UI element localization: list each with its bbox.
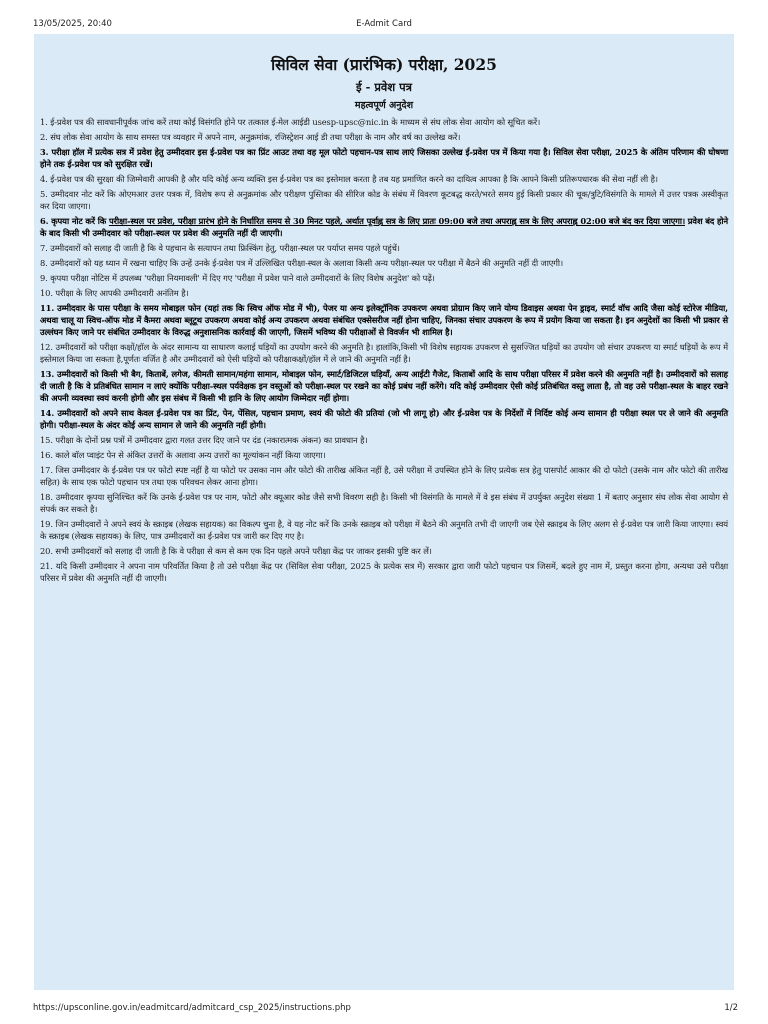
print-datetime: 13/05/2025, 20:40	[33, 19, 112, 29]
instruction-item: 7. उम्मीदवारों को सलाह दी जाती है कि वे पहचान के सत्यापन तथा फ्रिस्किंग हेतु, परीक्षा-स्थल पर पर्याप्त समय पहले पहुंचें।	[40, 243, 400, 253]
page-number: 1/2	[724, 1003, 738, 1013]
instruction-text-underlined: परीक्षा-स्थल पर प्रवेश, परीक्षा प्रारंभ होने के निर्धारित समय से 30 मिनट पहले, अर्थात पूर्वाह्न सत्र के लिए प्रातः 09:00 बजे तथा अपराह्न सत्र के लिए अपराह्न 02:00 बजे बंद कर दिया जाएगा।	[108, 216, 685, 226]
admit-card-instructions-sheet	[34, 34, 734, 990]
instruction-item: 15. परीक्षा के दोनों प्रश्न पत्रों में उम्मीदवार द्वारा गलत उत्तर दिए जाने पर दंड (नकारात्मक अंकन) का प्रावधान है।	[40, 435, 368, 445]
instructions-heading: महत्वपूर्ण अनुदेश	[354, 100, 414, 111]
print-header	[0, 0, 768, 30]
instruction-item: 2. संघ लोक सेवा आयोग के साथ समस्त पत्र व्यवहार में अपने नाम, अनुक्रमांक, रजिस्ट्रेशन आई डी तथा परीक्षा के नाम और वर्ष का उल्लेख करें।	[40, 132, 461, 142]
print-title: E-Admit Card	[356, 19, 412, 29]
instruction-item: 8. उम्मीदवारों को यह ध्यान में रखना चाहिए कि उन्हें उनके ई-प्रवेश पत्र में उल्लिखित परीक्षा-स्थल के अलावा किसी अन्य परीक्षा-स्थल पर परीक्षा में बैठने की अनुमति नहीं दी जाएगी।	[40, 258, 564, 268]
instruction-item: 3. परीक्षा हॉल में प्रत्येक सत्र में प्रवेश हेतु उम्मीदवार इस ई-प्रवेश पत्र का प्रिंट आउट तथा वह मूल फोटो पहचान-पत्र साथ लाएं जिसका उल्लेख ई-प्रवेश पत्र में किया गया है। सिविल सेवा परीक्षा, 2025 के अंतिम परिणाम की घोषणा होने तक ई-प्रवेश पत्र को सुरक्षित रखें।	[40, 147, 728, 169]
instruction-item: 12. उम्मीदवारों को परीक्षा कक्षों/हॉल के अंदर सामान्य या साधारण कलाई घड़ियों का उपयोग करने की अनुमति है। हालांकि,किसी भी विशेष सहायक उपकरण से सुसज्जित घड़ियों का उपयोग जो संचार उपकरण या स्मार्ट घड़ियों के रूप में इस्तेमाल किया जा सकता है,पूर्णतः वर्जित है और उम्मीदवारों को ऐसी घड़ियों को परीक्षाकक्षों/हॉल में ले जाने की अनुमति नहीं है।	[40, 342, 728, 364]
instruction-item: 18. उम्मीदवार कृपया सुनिश्चित करें कि उनके ई-प्रवेश पत्र पर नाम, फोटो और क्यूआर कोड जैसे सभी विवरण सही है। किसी भी विसंगति के मामले में वे इस संबंध में उपर्युक्त अनुदेश संख्या 1 में बताए अनुसार संघ लोक सेवा आयोग से संपर्क कर सकते है।	[40, 492, 728, 514]
instruction-text-post: प्रवेश बंद होने के बाद किसी भी उम्मीदवार को परीक्षा-स्थल पर प्रवेश की अनुमति नहीं दी जाएगी।	[40, 216, 728, 238]
instruction-item: 11. उम्मीदवार के पास परीक्षा के समय मोबाइल फोन (यहां तक कि स्विच ऑफ मोड में भी), पेजर या अन्य इलेक्ट्रॉनिक उपकरण अथवा प्रोग्राम किए जाने योग्य डिवाइस अथवा पेन ड्राइव, स्मार्ट वॉच आदि जैसा कोई स्टोरेज मीडिया, अथवा चालू या स्विच-ऑफ मोड में कैमरा अथवा ब्लूटूथ उपकरण अथवा कोई अन्य उपकरण अथवा संबंधित एक्सेसरीज नहीं होना चाहिए, जिनका संचार उपकरण के रूप में प्रयोग किया जा सकता है। इन अनुदेशों का किसी भी प्रकार से उल्लंघन किए जाने पर संबंधित उम्मीदवार के विरुद्ध अनुशासनिक कार्रवाई की जाएगी, जिसमें भविष्य की परीक्षाओं से विवर्जन भी शामिल है।	[40, 303, 728, 337]
instruction-item: 14. उम्मीदवारों को अपने साथ केवल ई-प्रवेश पत्र का प्रिंट, पेन, पेंसिल, पहचान प्रमाण, स्वयं की फोटो की प्रतियां (जो भी लागू हो) और ई-प्रवेश पत्र के निर्देशों में निर्दिष्ट कोई अन्य सामान ही परीक्षा स्थल पर ले जाने की अनुमति होगी। परीक्षा-स्थल के अंदर कोई अन्य सामान ले जाने की अनुमति नहीं होगी।	[40, 408, 728, 430]
instruction-item: 10. परीक्षा के लिए आपकी उम्मीदवारी अनंतिम है।	[40, 288, 189, 298]
instruction-text-pre: 6. कृपया नोट करें कि	[40, 216, 109, 226]
instruction-item: 9. कृपया परीक्षा नोटिस में उपलब्ध 'परीक्षा नियमावली' में दिए गए 'परीक्षा में प्रवेश पाने वाले उम्मीदवारों के लिए विशेष अनुदेश' को पढ़ें।	[40, 273, 435, 283]
instruction-item: 19. जिन उम्मीदवारों ने अपने स्वयं के स्क्राइब (लेखक सहायक) का विकल्प चुना है, वे यह नोट करें कि उनके स्क्राइब को परीक्षा में बैठने की अनुमति तभी दी जाएगी जब ऐसे स्क्राइब के लिए अलग से ई-प्रवेश पत्र जारी किया जाएगा। स्वयं के स्क्राइब (लेखक सहायक) के लिए, पात्र उम्मीदवारों का ई-प्रवेश पत्र जारी कर दिए गए है।	[40, 519, 728, 541]
instructions-list	[40, 116, 728, 584]
instruction-item: 16. काले बॉल प्वाइंट पेन से अंकित उत्तरों के अलावा अन्य उत्तरों का मूल्यांकन नहीं किया जाएगा।	[40, 450, 326, 460]
page-url: https://upsconline.gov.in/eadmitcard/admitcard_csp_2025/instructions.php	[33, 1003, 351, 1013]
instruction-item: 4. ई-प्रवेश पत्र की सुरक्षा की जिम्मेवारी आपकी है और यदि कोई अन्य व्यक्ति इस ई-प्रवेश पत्र का इस्तेमाल करता है तब यह प्रमाणित करने का दायित्व आपका है कि आपने किसी प्रतिरूपधारक की सेवा नहीं ली है।	[40, 174, 658, 184]
instruction-item: 5. उम्मीदवार नोट करें कि ओएमआर उत्तर पत्रक में, विशेष रूप से अनुक्रमांक और परीक्षण पुस्तिका की सीरिज कोड के संबंध में विवरण कूटबद्ध करते/भरते समय हुई किसी प्रकार की चूक/त्रुटि/विसंगति के मामले में उत्तर पत्रक अस्वीकृत कर दिया जाएगा।	[40, 189, 728, 211]
instruction-item: 21. यदि किसी उम्मीदवार ने अपना नाम परिवर्तित किया है तो उसे परीक्षा केंद्र पर (सिविल सेवा परीक्षा, 2025 के प्रत्येक सत्र में) सरकार द्वारा जारी फोटो पहचान पत्र जिसमें, बदले हुए नाम में, प्रस्तुत करना होगा, अन्यथा उसे परीक्षा परिसर में प्रवेश की अनुमति नहीं दी जाएगी।	[40, 561, 728, 583]
instruction-item	[40, 215, 728, 239]
instruction-item: 13. उम्मीदवारों को किसी भी बैग, किताबें, लगेज, कीमती सामान/महंगा सामान, मोबाइल फोन, स्मार्ट/डिजिटल घड़ियाँ, अन्य आईटी गैजेट, किताबों आदि के साथ परीक्षा परिसर में प्रवेश करने की अनुमति नहीं है। उम्मीदवारों को सलाह दी जाती है कि वे प्रतिबंधित सामान न लाएं क्योंकि परीक्षा-स्थल पर्यवेक्षक इन वस्तुओं को परीक्षा-स्थल पर रखने का कोई प्रबंध नहीं करेंगे। यदि कोई उम्मीदवार ऐसी कोई प्रतिबंधित वस्तु लाता है, तो वह उसे परीक्षा-स्थल के बाहर रखने की अपनी व्यवस्था स्वयं करनी होगी और इस संबंध में किसी भी हानि के लिए आयोग जिम्मेदार नहीं होगा।	[40, 369, 728, 403]
print-footer	[0, 1003, 768, 1023]
document-subtitle: ई - प्रवेश पत्र	[355, 80, 413, 94]
exam-title: सिविल सेवा (प्रारंभिक) परीक्षा, 2025	[271, 55, 497, 74]
instruction-item: 20. सभी उम्मीदवारों को सलाह दी जाती है कि वे परीक्षा से कम से कम एक दिन पहले अपने परीक्षा केंद्र पर जाकर इसकी पुष्टि कर लें।	[40, 546, 432, 556]
instruction-item: 17. जिस उम्मीदवार के ई-प्रवेश पत्र पर फोटो स्पष्ट नहीं है या फोटो पर उसका नाम और फोटो की तारीख अंकित नहीं है, उसे परीक्षा में उपस्थित होने के लिए प्रत्येक सत्र हेतु पासपोर्ट आकार की दो फोटो (उसके नाम और फोटो की तारीख सहित) के साथ एक फोटो पहचान पत्र तथा एक परिवचन लेकर आना होगा।	[40, 465, 728, 487]
instruction-item: 1. ई-प्रवेश पत्र की सावधानीपूर्वक जांच करें तथा कोई विसंगति होने पर तत्काल ई-मेल आईडी usesp-upsc@nic.in के माध्यम से संघ लोक सेवा आयोग को सूचित करें।	[40, 117, 541, 127]
